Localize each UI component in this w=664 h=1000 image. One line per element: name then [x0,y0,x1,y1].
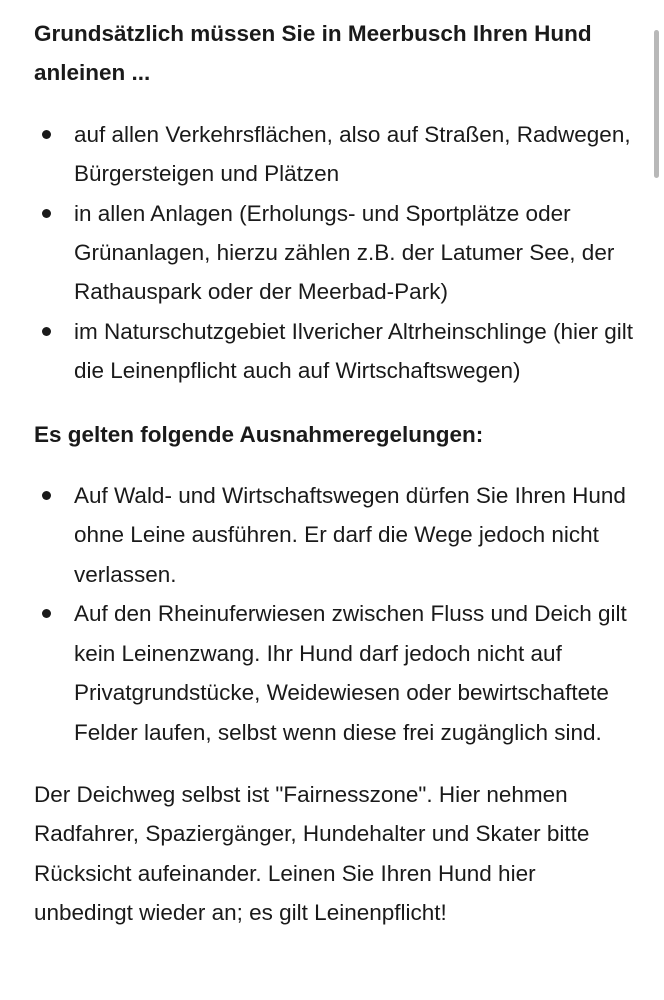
list-item: auf allen Verkehrsflächen, also auf Straßen, Radwegen, Bürgersteigen und Plätzen [34,115,640,194]
closing-paragraph: Der Deichweg selbst ist "Fairnesszone". Hier nehmen Radfahrer, Spaziergänger, Hundehalter und Skater bitte Rücksicht aufeinander. Leinen Sie Ihren Hund hier unbedingt wieder an; es gilt Leinenpflicht! [34,781,590,926]
list-item: in allen Anlagen (Erholungs- und Sportplätze oder Grünanlagen, hierzu zählen z.B. der Latumer See, der Rathauspark oder der Meerbad-Park) [34,194,640,312]
article-content [34,14,640,933]
scrollbar-thumb[interactable] [654,30,659,178]
list-item: im Naturschutzgebiet Ilvericher Altrheinschlinge (hier gilt die Leinenpflicht auch auf Wirtschaftswegen) [34,312,640,391]
list-item: Auf den Rheinuferwiesen zwischen Fluss und Deich gilt kein Leinenzwang. Ihr Hund darf jedoch nicht auf Privatgrundstücke, Weidewiesen oder bewirtschaftete Felder laufen, selbst wenn diese frei zugänglich sind. [34,594,640,752]
section-heading-exceptions: Es gelten folgende Ausnahmeregelungen: [34,421,484,447]
section-heading-leash-required: Grundsätzlich müssen Sie in Meerbusch Ihren Hund anleinen ... [34,21,592,86]
exceptions-list [34,476,640,752]
list-item: Auf Wald- und Wirtschaftswegen dürfen Sie Ihren Hund ohne Leine ausführen. Er darf die Wege jedoch nicht verlassen. [34,476,640,594]
leash-required-list [34,115,640,391]
